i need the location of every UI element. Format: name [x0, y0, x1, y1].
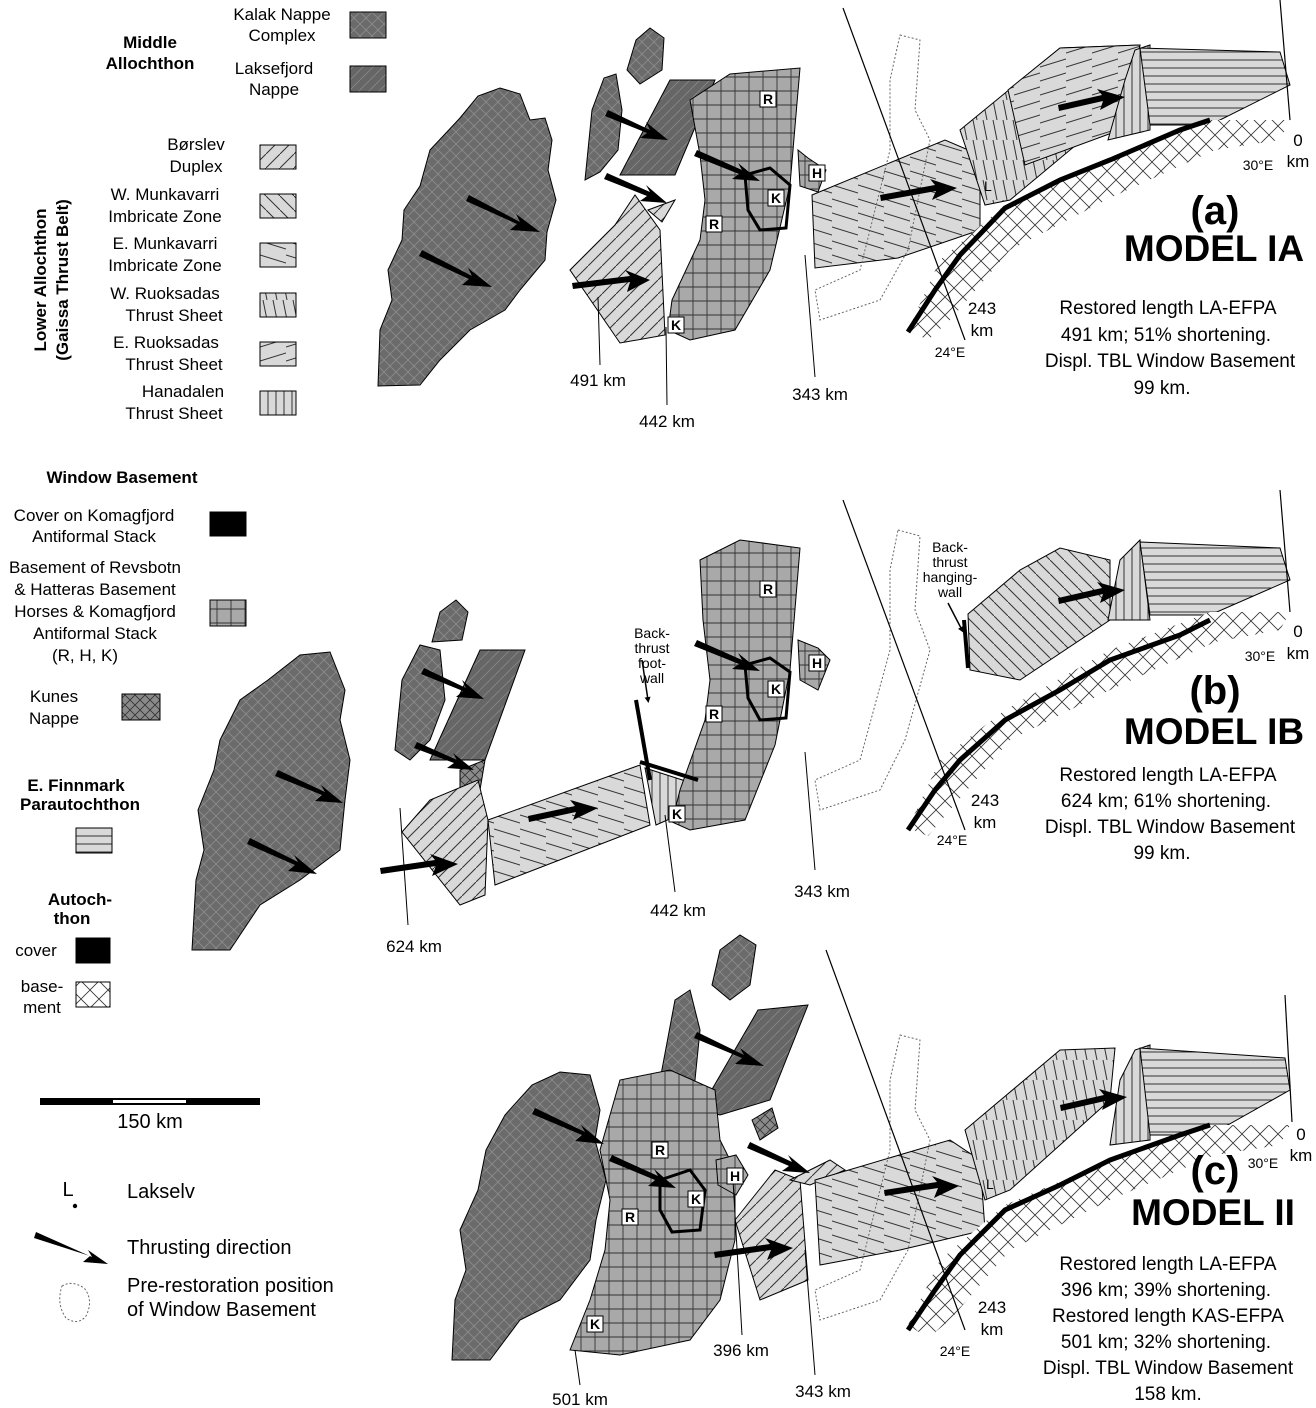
legend-cover-label-1: Cover on Komagfjord — [13, 506, 175, 525]
legend-lower-allochthon-heading-2: (Gaissa Thrust Belt) — [53, 199, 72, 361]
tag-k-b1: K — [770, 681, 782, 697]
lon-label-24-b: 24°E — [936, 832, 968, 848]
km-line-501-c — [575, 1350, 580, 1385]
km-label-243-unit-c: km — [980, 1320, 1004, 1339]
legend-efpa-heading-2: Parautochthon — [20, 795, 140, 814]
efpa-a — [1140, 48, 1290, 125]
w-munkavarri-b — [968, 548, 1110, 680]
efpa-c — [1140, 1048, 1290, 1135]
summary-a-2: 491 km; 51% shortening. — [1060, 325, 1272, 346]
scale-bar-label: 150 km — [117, 1111, 183, 1133]
tag-r-b2: R — [708, 706, 720, 722]
km-label-0-unit-c: km — [1289, 1146, 1313, 1165]
legend-kalak-label-1: Kalak Nappe — [233, 5, 331, 24]
annot-hangingwall-2: thrust — [932, 554, 968, 570]
km-label-396-c: 396 km — [713, 1341, 769, 1360]
tag-k-c2: K — [589, 1316, 601, 1332]
tag-r-c2: R — [624, 1209, 636, 1225]
km-label-243-unit-a: km — [970, 321, 994, 340]
scale-bar — [40, 1098, 260, 1133]
backthrust-hangingwall-line-b — [964, 620, 968, 668]
legend-w-munkavarri-label-1: W. Munkavarri — [110, 185, 220, 204]
legend-w-ruoksadas-label-2: Thrust Sheet — [125, 306, 223, 325]
key-pre-restoration-label-2: of Window Basement — [127, 1299, 316, 1321]
borslev-duplex-b — [402, 780, 488, 905]
legend-hanadalen-label-1: Hanadalen — [141, 382, 225, 401]
model-title-b: MODEL IB — [1123, 711, 1305, 752]
laksefjord-nappe-b — [430, 650, 525, 760]
tag-h-b: H — [811, 655, 823, 671]
model-title-a: MODEL IA — [1123, 228, 1305, 269]
kalak-island-a1 — [585, 74, 622, 180]
legend-e-munkavarri-label-2: Imbricate Zone — [108, 256, 222, 275]
legend-autochthon-basement-label-1: base- — [20, 977, 64, 996]
km-line-442-b — [665, 815, 675, 892]
panel-a — [378, 0, 1309, 431]
legend-kunes-label-2: Nappe — [28, 709, 80, 728]
legend-e-ruoksadas-swatch — [260, 342, 296, 366]
legend-borslev-swatch — [260, 145, 296, 169]
lon-label-30-c: 30°E — [1247, 1155, 1279, 1171]
tag-k-a1: K — [770, 190, 782, 206]
km-label-501-c: 501 km — [552, 1390, 608, 1408]
legend-autochthon-cover-label: cover — [15, 941, 57, 960]
meridian-24-line-c — [826, 950, 965, 1330]
km-label-442-a: 442 km — [639, 412, 695, 431]
legend-laksefjord-swatch — [350, 66, 386, 92]
legend-basement-label-3: Horses & Komagfjord — [14, 602, 176, 621]
lakselv-dot-icon — [73, 1204, 77, 1208]
legend-efpa-swatch — [76, 828, 112, 853]
km-label-0-unit-a: km — [1286, 152, 1310, 171]
km-label-491-a: 491 km — [570, 371, 626, 390]
kunes-nappe-c — [752, 1108, 778, 1140]
km-line-442-a — [666, 327, 667, 405]
km-label-0-b: 0 — [1293, 622, 1303, 641]
km-label-343-c: 343 km — [795, 1382, 851, 1401]
annot-footwall-3: foot- — [637, 655, 667, 671]
km-line-343-a — [805, 255, 815, 377]
lon-label-30-a: 30°E — [1242, 157, 1274, 173]
lon-label-30-b: 30°E — [1244, 648, 1276, 664]
km-label-624-b: 624 km — [386, 937, 442, 956]
key-thrust-arrow-icon — [34, 1232, 108, 1264]
km-label-243-a: 243 — [967, 299, 997, 318]
e-munkavarri-b — [488, 765, 650, 885]
tag-r-a2: R — [708, 216, 720, 232]
legend-autochthon-basement-label-2: ment — [23, 998, 61, 1017]
legend-middle-allochthon-heading-2: Allochthon — [105, 54, 195, 73]
legend-lower-allochthon-heading-1: Lower Allochthon — [31, 208, 50, 352]
summary-b-1: Restored length LA-EFPA — [1059, 765, 1277, 786]
summary-a-4: 99 km. — [1133, 378, 1191, 399]
legend-autochthon-basement-swatch — [76, 982, 110, 1007]
legend-basement-label-2: & Hatteras Basement — [14, 580, 176, 599]
summary-c-4: 501 km; 32% shortening. — [1060, 1332, 1272, 1353]
legend-efpa-heading-1: E. Finnmark — [27, 776, 125, 795]
panel-c — [452, 935, 1312, 1408]
summary-a-3: Displ. TBL Window Basement — [1044, 351, 1296, 372]
legend-basement-label-5: (R, H, K) — [51, 646, 119, 665]
kalak-island-a2 — [627, 28, 664, 84]
kalak-island-b2 — [432, 600, 468, 642]
km-label-343-a: 343 km — [792, 385, 848, 404]
legend-borslev-label-1: Børslev — [167, 135, 225, 154]
key-pre-restoration-icon — [60, 1283, 90, 1321]
tag-r-a1: R — [762, 91, 774, 107]
summary-c-6: 158 km. — [1134, 1384, 1202, 1405]
key-thrusting-label: Thrusting direction — [127, 1237, 292, 1259]
kalak-nappe-a — [378, 88, 556, 386]
legend-basement-label-4: Antiformal Stack — [33, 624, 157, 643]
pre-restoration-outline-b — [815, 530, 930, 810]
km-label-343-b: 343 km — [794, 882, 850, 901]
key-lakselv-symbol: L — [62, 1179, 74, 1201]
model-title-c: MODEL II — [1131, 1192, 1295, 1233]
summary-b-4: 99 km. — [1133, 843, 1191, 864]
tag-r-c1: R — [654, 1142, 666, 1158]
annot-footwall-4: wall — [639, 670, 665, 686]
annot-footwall-2: thrust — [634, 640, 670, 656]
tag-k-c1: K — [690, 1191, 702, 1207]
tag-r-b1: R — [762, 581, 774, 597]
tag-h-a: H — [811, 165, 823, 181]
legend-basement-swatch — [210, 600, 246, 626]
kalak-island-c2 — [712, 935, 756, 1000]
legend-borslev-label-2: Duplex — [169, 157, 223, 176]
zero-km-line-c — [1285, 995, 1292, 1122]
km-label-243-unit-b: km — [973, 813, 997, 832]
legend-autochthon-heading-2: thon — [53, 909, 91, 928]
legend-w-ruoksadas-swatch — [260, 293, 296, 317]
panel-letter-c: (c) — [1190, 1149, 1240, 1193]
km-label-0-c: 0 — [1296, 1125, 1306, 1144]
legend-e-ruoksadas-label-1: E. Ruoksadas — [113, 333, 219, 352]
annot-hangingwall-3: hanging- — [922, 569, 978, 585]
borslev-duplex-c — [735, 1170, 808, 1300]
km-line-343-c — [805, 1250, 815, 1375]
km-label-243-b: 243 — [970, 791, 1000, 810]
annotation-arrow-hangingwall-icon — [948, 603, 962, 630]
tag-k-b2: K — [671, 806, 683, 822]
legend-cover-swatch — [210, 512, 246, 536]
legend-hanadalen-label-2: Thrust Sheet — [125, 404, 223, 423]
legend-laksefjord-label-2: Nappe — [248, 80, 300, 99]
lakselv-label-a: L — [984, 178, 992, 194]
km-label-0-a: 0 — [1293, 131, 1303, 150]
lakselv-label-c: L — [986, 1176, 994, 1192]
tag-h-c: H — [729, 1168, 741, 1184]
legend-e-munkavarri-swatch — [260, 243, 296, 267]
zero-km-line-b — [1280, 490, 1290, 612]
km-line-343-b — [805, 752, 815, 870]
annot-hangingwall-4: wall — [937, 584, 963, 600]
efpa-b — [1140, 542, 1290, 615]
annot-hangingwall-1: Back- — [932, 539, 968, 555]
legend-w-ruoksadas-label-1: W. Ruoksadas — [110, 284, 220, 303]
legend-middle-allochthon-heading-1: Middle — [123, 33, 177, 52]
legend-laksefjord-label-1: Laksefjord — [234, 59, 314, 78]
legend-autochthon-cover-swatch — [76, 938, 110, 963]
summary-c-1: Restored length LA-EFPA — [1059, 1254, 1277, 1275]
km-label-442-b: 442 km — [650, 901, 706, 920]
legend-w-munkavarri-swatch — [260, 194, 296, 218]
summary-c-3: Restored length KAS-EFPA — [1052, 1306, 1284, 1327]
legend-kalak-swatch — [350, 12, 386, 38]
legend-kalak-label-2: Complex — [248, 26, 316, 45]
legend-w-munkavarri-label-2: Imbricate Zone — [108, 207, 222, 226]
summary-b-2: 624 km; 61% shortening. — [1060, 791, 1272, 812]
summary-c-2: 396 km; 39% shortening. — [1060, 1280, 1272, 1301]
summary-b-3: Displ. TBL Window Basement — [1044, 817, 1296, 838]
key-lakselv-label: Lakselv — [127, 1181, 195, 1203]
borslev-duplex-a — [570, 195, 665, 343]
summary-c-5: Displ. TBL Window Basement — [1042, 1358, 1294, 1379]
legend-hanadalen-swatch — [260, 391, 296, 415]
legend-cover-label-2: Antiformal Stack — [32, 527, 156, 546]
thrust-arrow-icon — [747, 1142, 810, 1173]
lon-label-24-a: 24°E — [934, 344, 966, 360]
legend-autochthon-heading-1: Autoch- — [47, 890, 113, 909]
panel-b — [192, 490, 1309, 956]
legend-kunes-swatch — [122, 694, 160, 720]
tag-k-a2: K — [670, 317, 682, 333]
km-line-396-c — [733, 1180, 742, 1335]
legend-e-munkavarri-label-1: E. Munkavarri — [112, 234, 218, 253]
legend-e-ruoksadas-label-2: Thrust Sheet — [125, 355, 223, 374]
km-label-0-unit-b: km — [1286, 644, 1310, 663]
legend-window-basement-heading: Window Basement — [46, 468, 198, 487]
legend-kunes-label-1: Kunes — [29, 687, 79, 706]
panel-letter-a: (a) — [1190, 189, 1240, 233]
legend-basement-label-1: Basement of Revsbotn — [9, 558, 181, 577]
annot-footwall-1: Back- — [634, 625, 670, 641]
lon-label-24-c: 24°E — [939, 1343, 971, 1359]
summary-a-1: Restored length LA-EFPA — [1059, 298, 1277, 319]
panel-letter-b: (b) — [1189, 669, 1241, 713]
km-label-243-c: 243 — [977, 1298, 1007, 1317]
key-pre-restoration-label-1: Pre-restoration position — [127, 1275, 334, 1297]
